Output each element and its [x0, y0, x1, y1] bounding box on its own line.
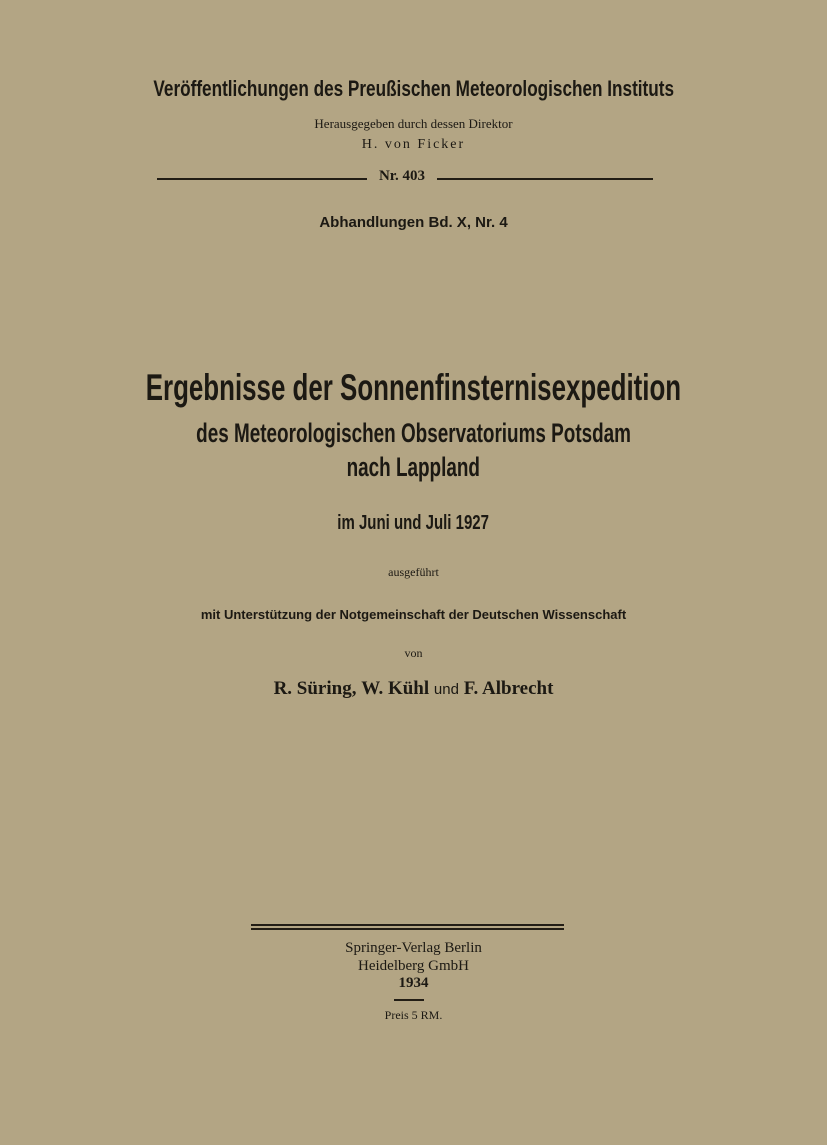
author-kuhl: W. Kühl — [361, 678, 430, 699]
series-number-row — [0, 167, 827, 189]
publication-year: 1934 — [398, 975, 429, 991]
editor-name: H. von Ficker — [361, 137, 466, 152]
main-title-text: Ergebnisse der Sonnenfinsternisexpedition — [145, 367, 682, 408]
author-conjunction: und — [433, 681, 459, 698]
subtitle-line-2-text: nach Lappland — [346, 452, 481, 482]
date-line — [0, 510, 827, 535]
editor-line: Herausgegeben durch dessen Direktor — [314, 116, 513, 131]
author-albrecht: F. Albrecht — [463, 678, 554, 699]
main-title — [0, 366, 827, 409]
date-line-text: im Juni und Juli 1927 — [337, 512, 490, 534]
subtitle-line-1 — [0, 418, 827, 449]
executed-label: ausgeführt — [388, 565, 439, 579]
support-line: mit Unterstützung der Notgemeinschaft der Deutschen Wissenschaft — [200, 607, 627, 622]
series-title — [0, 76, 827, 102]
imprint-short-rule — [394, 999, 424, 1001]
publisher-line-1: Springer-Verlag Berlin — [345, 940, 482, 956]
number-rule-left — [157, 178, 367, 180]
subtitle-line-2 — [0, 452, 827, 483]
number-rule-right — [437, 178, 653, 180]
publisher-line-2: Heidelberg GmbH — [358, 958, 469, 974]
subseries-label: Abhandlungen Bd. X, Nr. 4 — [319, 214, 508, 231]
by-label: von — [404, 646, 423, 660]
series-title-text: Veröffentlichungen des Preußischen Meteorologischen Instituts — [153, 76, 674, 101]
author-suring: R. Süring, — [273, 678, 357, 699]
price-label: Preis 5 RM. — [384, 1008, 443, 1022]
authors-line — [0, 678, 827, 700]
imprint-double-rule — [251, 924, 564, 930]
series-number: Nr. 403 — [378, 168, 426, 184]
subtitle-line-1-text: des Meteorologischen Observatoriums Potsdam — [196, 418, 631, 448]
